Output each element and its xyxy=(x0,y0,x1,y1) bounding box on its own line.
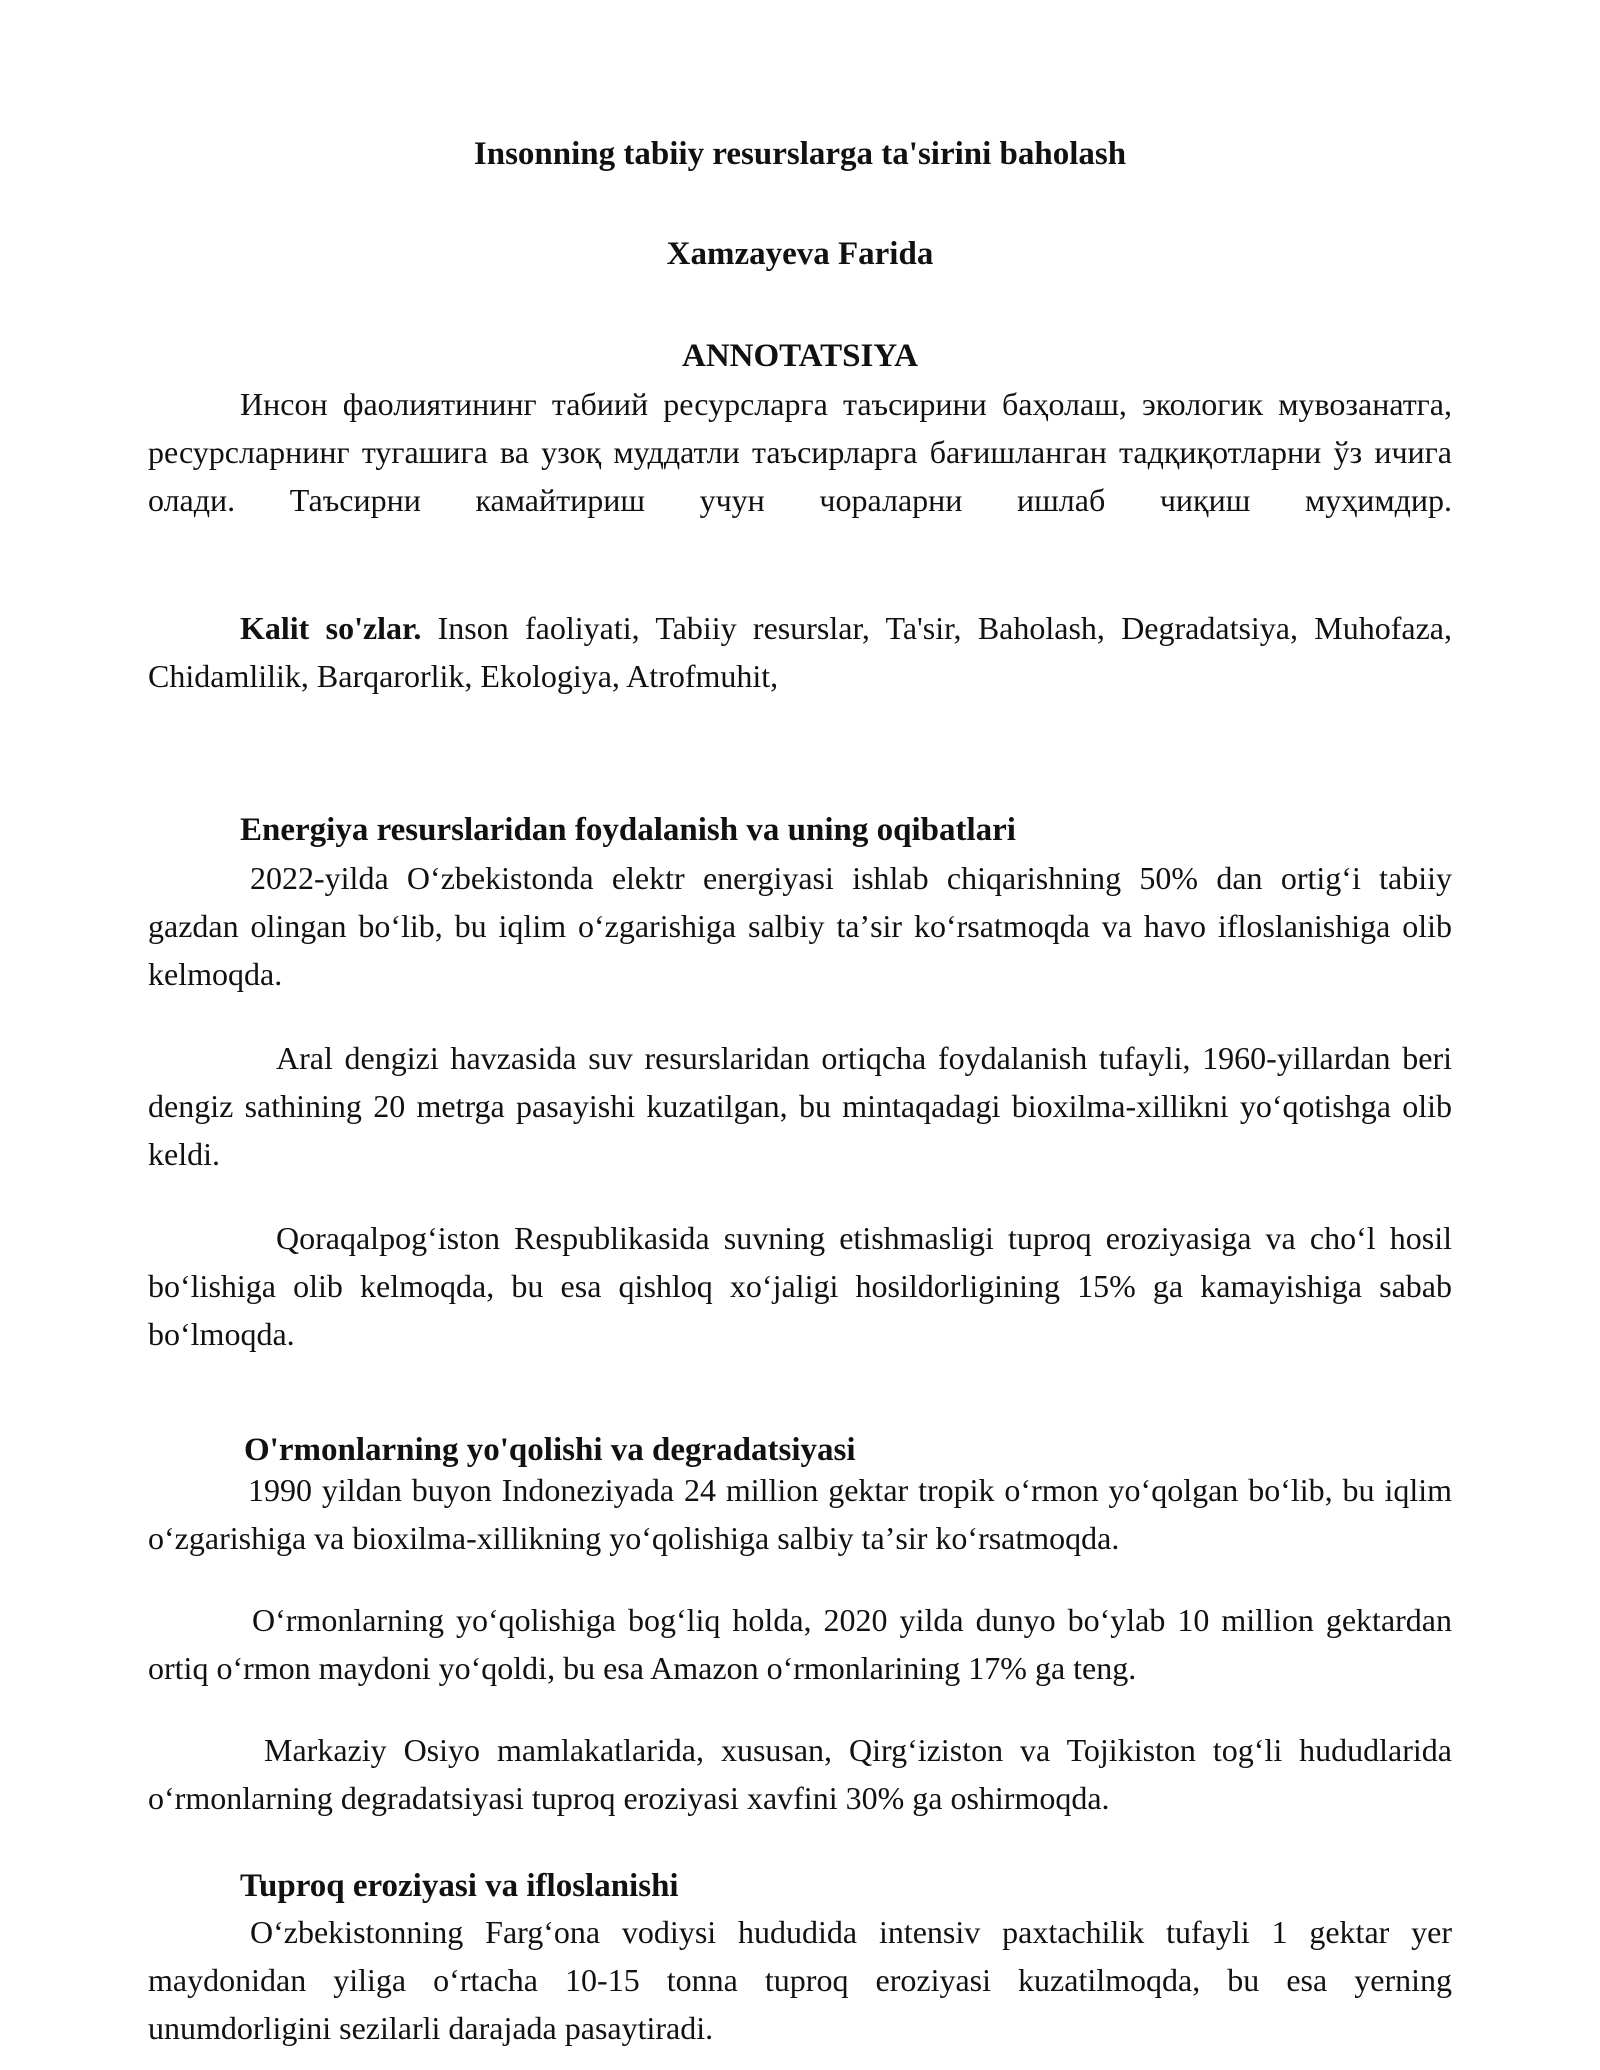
annotation-heading: ANNOTATSIYA xyxy=(682,338,918,374)
section-heading-forests: O'rmonlarning yo'qolishi va degradatsiyasi xyxy=(244,1432,856,1468)
keywords-paragraph xyxy=(148,604,1452,700)
paragraph-forests-3: Markaziy Osiyo mamlakatlarida, xususan, Qirgʻiziston va Tojikiston togʻli hududlarida oʻrmonlarning degradatsiyasi tuproq eroziyasi xavfini 30% ga oshirmoqda. xyxy=(148,1732,1452,1816)
paragraph-energy-3: Qoraqalpogʻiston Respublikasida suvning etishmasligi tuproq eroziyasiga va choʻl hosil boʻlishiga olib kelmoqda, bu esa qishloq xoʻjaligi hosildorligining 15% ga kamayishiga sabab boʻlmoqda. xyxy=(148,1220,1452,1352)
keywords-text: Inson faoliyati, Tabiiy resurslar, Ta'sir, Baholash, Degradatsiya, Muhofaza, Chidamlilik, Barqarorlik, Ekologiya, Atrofmuhit, xyxy=(148,610,1453,694)
section-heading-energy: Energiya resurslaridan foydalanish va uning oqibatlari xyxy=(240,812,1016,848)
paragraph-energy-1: 2022-yilda Oʻzbekistonda elektr energiyasi ishlab chiqarishning 50% dan ortigʻi tabiiy gazdan olingan boʻlib, bu iqlim oʻzgarishiga salbiy taʼsir koʻrsatmoqda va havo ifloslanishiga olib kelmoqda. xyxy=(148,860,1452,992)
paragraph-forests-1: 1990 yildan buyon Indoneziyada 24 million gektar tropik oʻrmon yoʻqolgan boʻlib, bu iqlim oʻzgarishiga va bioxilma-xillikning yoʻqolishiga salbiy taʼsir koʻrsatmoqda. xyxy=(148,1472,1452,1556)
paragraph-soil-1: Oʻzbekistonning Fargʻona vodiysi hududida intensiv paxtachilik tufayli 1 gektar yer maydonidan yiliga oʻrtacha 10-15 tonna tuproq eroziyasi kuzatilmoqda, bu esa yerning unumdorligini sezilarli darajada pasaytiradi. xyxy=(148,1914,1452,2046)
section-heading-soil: Tuproq eroziyasi va ifloslanishi xyxy=(240,1868,679,1904)
annotation-paragraph: Инсон фаолиятининг табиий ресурсларга таъсирини баҳолаш, экологик мувозанатга, ресурсларнинг тугашига ва узоқ муддатли таъсирларга бағишланган тадқиқотларни ўз ичига олади. Таъсирни камайтириш учун чораларни ишлаб чиқиш муҳимдир. xyxy=(148,386,1452,518)
document-title: Insonning tabiiy resurslarga ta'sirini baholash xyxy=(473,136,1127,172)
author-name: Xamzayeva Farida xyxy=(666,236,934,272)
keywords-label: Kalit so'zlar. xyxy=(240,610,422,646)
paragraph-forests-2: Oʻrmonlarning yoʻqolishiga bogʻliq holda, 2020 yilda dunyo boʻylab 10 million gektardan ortiq oʻrmon maydoni yoʻqoldi, bu esa Amazon oʻrmonlarining 17% ga teng. xyxy=(148,1602,1452,1686)
paragraph-energy-2: Aral dengizi havzasida suv resurslaridan ortiqcha foydalanish tufayli, 1960-yillardan beri dengiz sathining 20 metrga pasayishi kuzatilgan, bu mintaqadagi bioxilma-xillikni yoʻqotishga olib keldi. xyxy=(148,1040,1452,1172)
